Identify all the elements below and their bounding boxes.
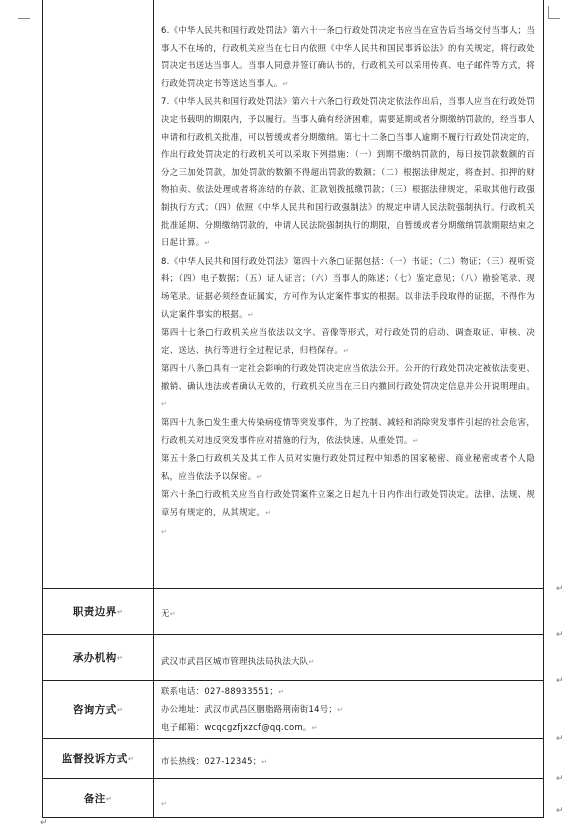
row-label-empty — [43, 0, 154, 588]
table-row-remarks — [43, 778, 543, 818]
complaint-value: 市长热线：027-12345；↵ — [161, 756, 268, 766]
clause-49: 第四十九条□发生重大传染病疫情等突发事件，为了控制、减轻和消除突发事件引起的社会危害，行政机关对违反突发事件应对措施的行为，依法快速、从重处罚。↵ — [161, 417, 535, 445]
clause-8: 8.《中华人民共和国行政处罚法》第四十六条□证据包括：（一）书证；（二）物证；（三）视听资料；（四）电子数据；（五）证人证言；（六）当事人的陈述；（七）鉴定意见；（八）勘验笔录、现场笔录。证据必须经查证属实，方可作为认定案件事实的根据。以非法手段取得的证据，不得作为认定案件事实的根据。↵ — [161, 255, 535, 319]
document-end-mark: ↵ — [40, 818, 48, 828]
row-end-mark: ↵ — [556, 630, 564, 640]
row-end-mark: ↵ — [556, 806, 564, 816]
row-end-mark: ↵ — [556, 774, 564, 784]
table-row-handling-agency — [43, 634, 543, 680]
contact-email: 电子邮箱：wcqcgzfjxzcf@qq.com。↵ — [161, 722, 318, 732]
duty-boundary-value: 无↵ — [161, 608, 176, 618]
handling-agency-value: 武汉市武昌区城市管理执法局执法大队↵ — [161, 656, 315, 666]
crop-mark — [548, 6, 561, 18]
row-label-handling-agency: 承办机构 ↵ — [43, 635, 154, 680]
clause-6: 6.《中华人民共和国行政处罚法》第六十一条□行政处罚决定书应当在宣告后当场交付当事人；当事人不在场的，行政机关应当在七日内依照《中华人民共和国民事诉讼法》的有关规定，将行政处罚决定书送达当事人。当事人同意并签订确认书的，行政机关可以采用传真、电子邮件等方式，将行政处罚决定书等送达当事人。↵ — [161, 25, 535, 88]
clause-47: 第四十七条□行政机关应当依法以文字、音像等形式，对行政处罚的启动、调查取证、审核、决定、送达、执行等进行全过程记录，归档保存。↵ — [161, 327, 535, 355]
contact-address: 办公地址：武汉市武昌区胭脂路荆南街14号；↵ — [161, 704, 344, 714]
row-label-remarks: 备注 ↵ — [43, 779, 154, 818]
clause-48: 第四十八条□具有一定社会影响的行政处罚决定应当依法公开。公开的行政处罚决定被依法变更、撤销、确认违法或者确认无效的，行政机关应当在三日内撤回行政处罚决定信息并公开说明理由。↵ — [161, 363, 535, 409]
crop-mark — [18, 18, 30, 31]
contact-value — [153, 681, 543, 738]
row-label-duty-boundary: 职责边界 ↵ — [43, 589, 154, 634]
table-row-duty-boundary — [43, 588, 543, 634]
row-end-mark: ↵ — [556, 734, 564, 744]
legal-clauses-cell — [153, 0, 543, 588]
remarks-value: ↵ — [161, 800, 167, 808]
info-table — [42, 0, 544, 818]
row-label-contact: 咨询方式 ↵ — [43, 681, 154, 738]
clause-50: 第五十条□行政机关及其工作人员对实施行政处罚过程中知悉的国家秘密、商业秘密或者个人隐私，应当依法予以保密。↵ — [161, 453, 535, 481]
row-end-mark: ↵ — [556, 676, 564, 686]
crop-mark — [548, 18, 560, 31]
clause-7: 7.《中华人民共和国行政处罚法》第六十六条□行政处罚决定依法作出后，当事人应当在行政处罚决定书载明的期限内，予以履行。当事人确有经济困难，需要延期或者分期缴纳罚款的，经当事人申请和行政机关批准，可以暂缓或者分期缴纳。第七十二条□当事人逾期不履行行政处罚决定的，作出行政处罚决定的行政机关可以采取下列措施：（一）到期不缴纳罚款的，每日按罚款数额的百分之三加处罚款，加处罚款的数额不得超出罚款的数额；（二）根据法律规定，将查封、扣押的财物拍卖、依法处理或者将冻结的存款、汇款划拨抵缴罚款；（三）根据法律规定，采取其他行政强制执行方式；（四）依照《中华人民共和国行政强制法》的规定申请人民法院强制执行。行政机关批准延期、分期缴纳罚款的，申请人民法院强制执行的期限，自暂缓或者分期缴纳罚款期限结束之日起计算。↵ — [161, 96, 535, 248]
table-row-contact — [43, 680, 543, 738]
row-end-mark: ↵ — [556, 584, 564, 594]
table-row-legal-basis — [43, 0, 543, 588]
row-label-complaint: 监督投诉方式 ↵ — [43, 739, 154, 778]
contact-phone: 联系电话：027-88933551；↵ — [161, 686, 285, 696]
empty-paragraph: ↵ — [161, 527, 168, 536]
clause-60: 第六十条□行政机关应当自行政处罚案件立案之日起九十日内作出行政处罚决定。法律、法规、规章另有规定的，从其规定。↵ — [161, 489, 535, 518]
table-row-complaint — [43, 738, 543, 778]
